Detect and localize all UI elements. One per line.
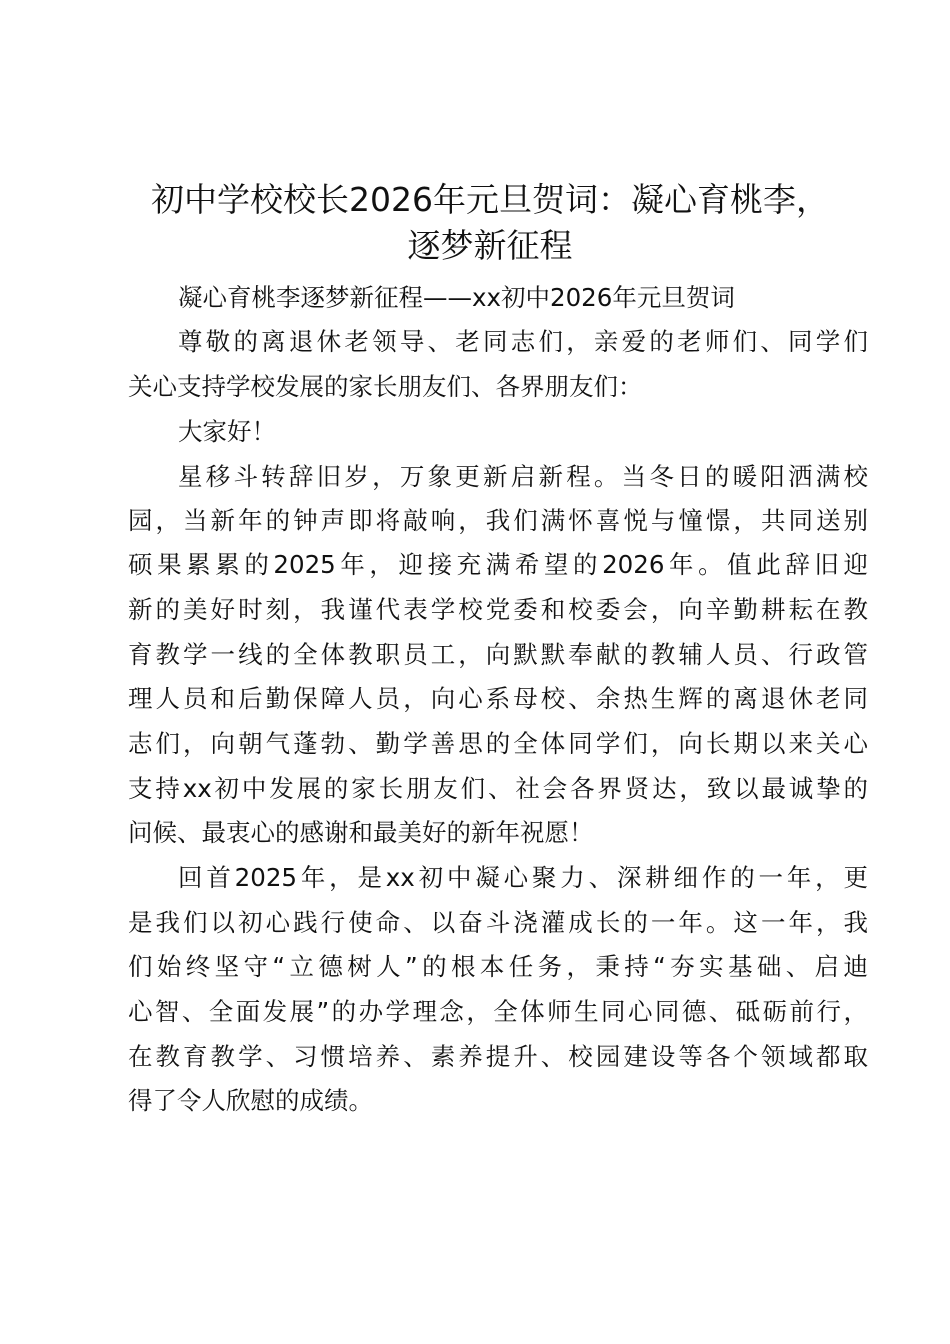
paragraph-1-line: 园，当新年的钟声即将敲响，我们满怀喜悦与憧憬，共同送别	[128, 506, 868, 535]
paragraph-1-line: 理人员和后勤保障人员，向心系母校、余热生辉的离退休老同	[128, 684, 868, 713]
paragraph-2-line: 心智、全面发展”的办学理念，全体师生同心同德、砥砺前行，	[128, 997, 868, 1026]
paragraph-1-line: 新的美好时刻，我谨代表学校党委和校委会，向辛勤耕耘在教	[128, 595, 868, 624]
paragraph-1-line: 支持xx初中发展的家长朋友们、社会各界贤达，致以最诚挚的	[128, 774, 868, 803]
paragraph-1-line: 硕果累累的2025年，迎接充满希望的2026年。值此辞旧迎	[128, 550, 868, 579]
salutation-line-1: 尊敬的离退休老领导、老同志们，亲爱的老师们、同学们	[178, 327, 868, 356]
document-title-line-1: 初中学校校长2026年元旦贺词：凝心育桃李，	[151, 180, 829, 219]
paragraph-2-line: 们始终坚守“立德树人”的根本任务，秉持“夯实基础、启迪	[128, 952, 868, 981]
greeting: 大家好！	[178, 417, 276, 446]
salutation-line-2: 关心支持学校发展的家长朋友们、各界朋友们：	[128, 372, 643, 401]
paragraph-2-line: 是我们以初心践行使命、以奋斗浇灌成长的一年。这一年，我	[128, 908, 868, 937]
paragraph-1-line: 志们，向朝气蓬勃、勤学善思的全体同学们，向长期以来关心	[128, 729, 868, 758]
paragraph-1-line: 问候、最衷心的感谢和最美好的新年祝愿！	[128, 818, 594, 847]
paragraph-1-line: 育教学一线的全体教职员工，向默默奉献的教辅人员、行政管	[128, 640, 868, 669]
subtitle: 凝心育桃李逐梦新征程——xx初中2026年元旦贺词	[178, 283, 735, 312]
paragraph-2-line: 回首2025年，是xx初中凝心聚力、深耕细作的一年，更	[178, 863, 868, 892]
paragraph-1-line: 星移斗转辞旧岁，万象更新启新程。当冬日的暖阳洒满校	[178, 462, 868, 491]
paragraph-2-line: 在教育教学、习惯培养、素养提升、校园建设等各个领域都取	[128, 1042, 868, 1071]
document-title-line-2: 逐梦新征程	[407, 226, 573, 265]
paragraph-2-line: 得了令人欣慰的成绩。	[128, 1086, 373, 1115]
